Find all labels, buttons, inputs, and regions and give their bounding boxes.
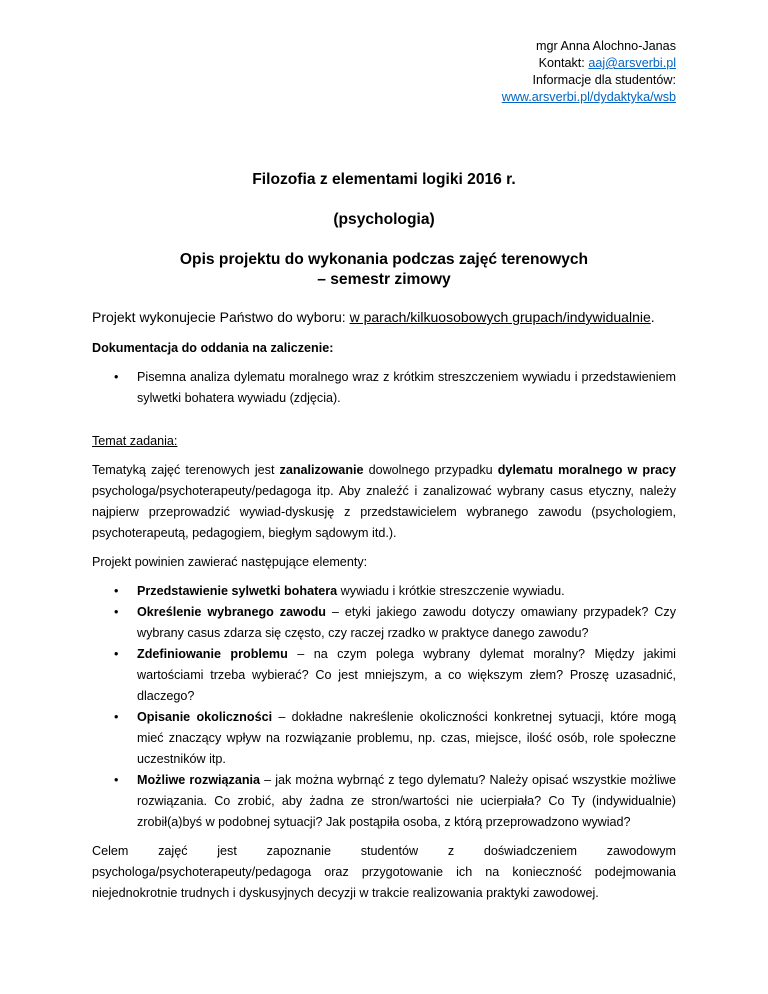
intro-paragraph: Projekt wykonujecie Państwo do wyboru: w parach/kilkuosobowych grupach/indywidualnie.: [92, 309, 655, 325]
bullet-icon: •: [114, 370, 119, 384]
bullet-icon: •: [114, 584, 119, 598]
contact-label: Kontakt:: [538, 56, 589, 70]
bullet-icon: •: [114, 773, 119, 787]
documentation-list: [92, 367, 676, 409]
task-heading: Temat zadania:: [92, 434, 178, 448]
project-title-line2: – semestr zimowy: [317, 271, 451, 288]
elements-list: [92, 581, 676, 833]
list-item: • Zdefiniowanie problemu – na czym polega wybrany dylemat moralny? Między jakimi wartościami trzeba wybierać? Co jest mniejszym, a co większym złem? Proszę uzasadnić, dlaczego?: [92, 644, 676, 707]
list-item: • Opisanie okoliczności – dokładne nakreślenie okoliczności konkretnej sytuacji, które mogą mieć znaczący wpływ na rozwiązanie problemu, np. czas, miejsce, ilość osób, role społeczne uczestników itp.: [92, 707, 676, 770]
conclusion-paragraph: Celem zajęć jest zapoznanie studentów z doświadczeniem zawodowym psychologa/psychoterapeuty/pedagoga oraz przygotowanie ich na konieczność podejmowania niejednokrotnie trudnych i dyskusyjnych decyzji w trakcie realizowania praktyki zawodowej.: [92, 844, 676, 900]
author-name: mgr Anna Alochno-Janas: [535, 39, 676, 53]
list-item: • Pisemna analiza dylematu moralnego wraz z krótkim streszczeniem wywiadu i przedstawieniem sylwetki bohatera wywiadu (zdjęcia).: [92, 367, 676, 409]
list-item: • Przedstawienie sylwetki bohatera wywiadu i krótkie streszczenie wywiadu.: [92, 581, 676, 602]
elements-lead: Projekt powinien zawierać następujące elementy:: [92, 555, 368, 569]
info-label: Informacje dla studentów:: [532, 73, 676, 87]
bullet-icon: •: [114, 647, 119, 661]
document-body: [92, 307, 676, 912]
intro-options: w parach/kilkuosobowych grupach/indywidualnie: [349, 309, 651, 325]
course-title: Filozofia z elementami logiki 2016 r.: [252, 171, 516, 188]
project-title-line1: Opis projektu do wykonania podczas zajęć terenowych: [179, 251, 589, 268]
contact-block: [502, 38, 676, 106]
list-item: • Możliwe rozwiązania – jak można wybrnąć z tego dylematu? Należy opisać wszystkie możliwe rozwiązania. Co zrobić, aby żadna ze stron/wartości nie ucierpiała? Co Ty (indywidualnie) zrobił(a)byś w podobnej sytuacji? Jak postąpiła osoba, z którą przeprowadzono wywiad?: [92, 770, 676, 833]
documentation-heading: Dokumentacja do oddania na zaliczenie:: [92, 341, 334, 355]
contact-line: [502, 55, 676, 72]
list-item: • Określenie wybranego zawodu – etyki jakiego zawodu dotyczy omawiany przypadek? Czy wybrany casus zdarza się często, czy raczej rzadko w praktyce danego zawodu?: [92, 602, 676, 644]
bullet-icon: •: [114, 710, 119, 724]
bullet-icon: •: [114, 605, 119, 619]
info-url-link[interactable]: www.arsverbi.pl/dydaktyka/wsb: [501, 90, 676, 104]
task-paragraph: Tematyką zajęć terenowych jest zanalizowanie dowolnego przypadku dylematu moralnego w pracy psychologa/psychoterapeuty/pedagoga itp. Aby znaleźć i zanalizować wybrany casus etyczny, należy najpierw przeprowadzić wywiad-dyskusję z przedstawicielem wybranego zawodu (psychologiem, psychoterapeutą, pedagogiem, biegłym sądowym itd.).: [92, 463, 676, 540]
title-block: [92, 170, 676, 290]
course-subtitle: (psychologia): [333, 211, 435, 228]
contact-email-link[interactable]: aaj@arsverbi.pl: [588, 56, 676, 70]
